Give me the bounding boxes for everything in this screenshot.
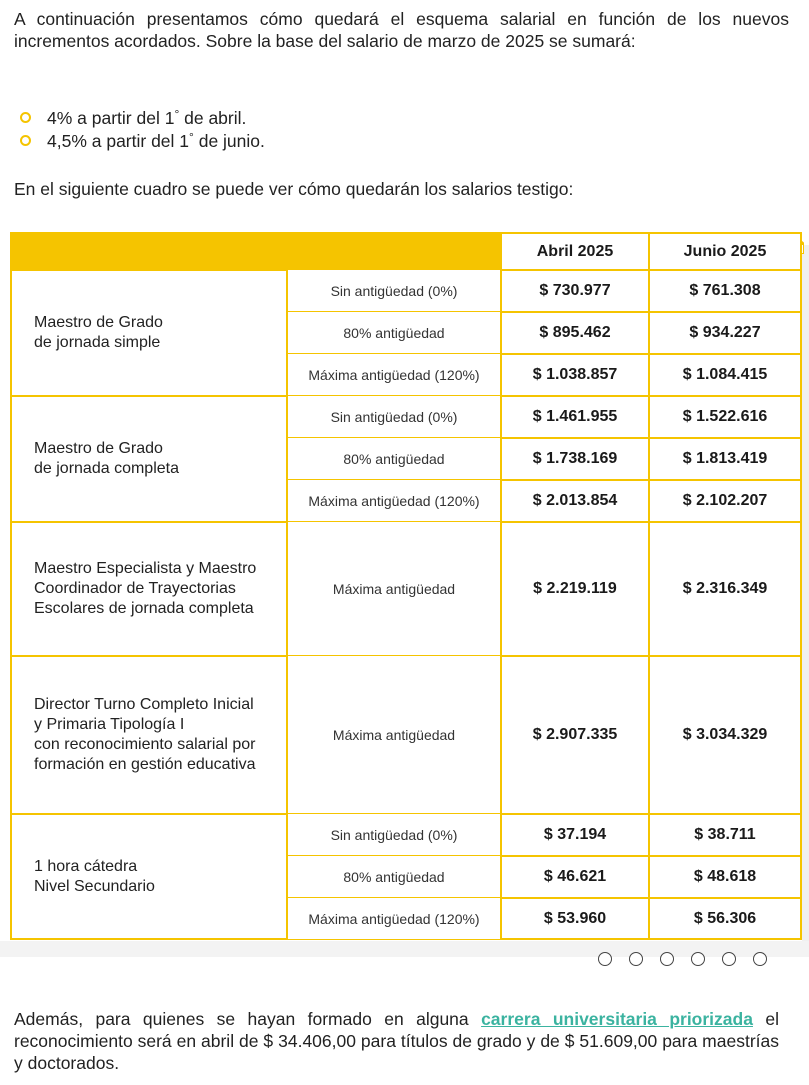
intro-paragraph: A continuación presentamos cómo quedará el esquema salarial en función de los nuevos incrementos acordados. Sobre la base del salario de marzo de 2025 se sumará: [14,9,789,51]
seniority-label: 80% antigüedad [286,855,502,899]
carousel-edge [802,245,809,955]
salary-abril: $ 1.738.169 [500,437,650,481]
salary-junio: $ 56.306 [648,897,802,940]
outro-paragraph: Además, para quienes se hayan formado en alguna carrera universitaria priorizada el reconocimiento será en abril de $ 34.406,00 para títulos de grado y de $ 51.609,00 para maestrías y doctorados. [14,1009,780,1073]
salary-abril: $ 2.013.854 [500,479,650,523]
salary-junio: $ 1.813.419 [648,437,802,481]
seniority-label: Sin antigüedad (0%) [286,395,502,439]
list-item [20,129,265,152]
seniority-label: Sin antigüedad (0%) [286,813,502,857]
salary-junio: $ 761.308 [648,269,802,313]
seniority-label: Máxima antigüedad (120%) [286,353,502,397]
salary-abril: $ 1.461.955 [500,395,650,439]
priority-careers-link[interactable]: carrera universitaria priorizada [481,1009,753,1029]
seniority-label: Máxima antigüedad [286,521,502,657]
category-cell: 1 hora cátedra Nivel Secundario [10,813,288,940]
table-lead-text: En el siguiente cuadro se puede ver cómo quedarán los salarios testigo: [14,179,574,199]
category-cell: Maestro de Grado de jornada completa [10,395,288,523]
salary-junio: $ 1.084.415 [648,353,802,397]
carousel-dot-3[interactable] [660,952,674,966]
seniority-label: 80% antigüedad [286,437,502,481]
salary-junio: $ 48.618 [648,855,802,899]
carousel-dot-2[interactable] [629,952,643,966]
column-header-junio: Junio 2025 [648,232,802,271]
seniority-label: Máxima antigüedad (120%) [286,479,502,523]
salary-abril: $ 2.219.119 [500,521,650,657]
bullet-circle-icon [20,112,31,123]
bullet-circle-icon [20,135,31,146]
category-cell: Maestro Especialista y Maestro Coordinador de Trayectorias Escolares de jornada completa [10,521,288,657]
carousel-dots [598,952,767,966]
seniority-label: 80% antigüedad [286,311,502,355]
salary-junio: $ 2.102.207 [648,479,802,523]
seniority-label: Sin antigüedad (0%) [286,269,502,313]
salary-junio: $ 2.316.349 [648,521,802,657]
header-band [10,232,510,269]
salary-junio: $ 38.711 [648,813,802,857]
salary-table [10,232,802,941]
carousel-dot-4[interactable] [691,952,705,966]
bullet-text: 4,5% a partir del 1° de junio. [47,129,265,151]
column-header-abril: Abril 2025 [500,232,650,271]
category-cell: Director Turno Completo Inicial y Primaria Tipología I con reconocimiento salarial por formación en gestión educativa [10,655,288,815]
salary-abril: $ 37.194 [500,813,650,857]
salary-abril: $ 895.462 [500,311,650,355]
salary-junio: $ 1.522.616 [648,395,802,439]
increment-list [20,106,265,152]
salary-abril: $ 730.977 [500,269,650,313]
category-cell: Maestro de Grado de jornada simple [10,269,288,397]
list-item [20,106,265,129]
salary-abril: $ 2.907.335 [500,655,650,815]
salary-junio: $ 3.034.329 [648,655,802,815]
salary-abril: $ 46.621 [500,855,650,899]
carousel-dot-6[interactable] [753,952,767,966]
salary-abril: $ 1.038.857 [500,353,650,397]
carousel-dot-1[interactable] [598,952,612,966]
seniority-label: Máxima antigüedad (120%) [286,897,502,940]
bullet-text: 4% a partir del 1° de abril. [47,106,247,128]
seniority-label: Máxima antigüedad [286,655,502,815]
salary-abril: $ 53.960 [500,897,650,940]
salary-junio: $ 934.227 [648,311,802,355]
carousel-dot-5[interactable] [722,952,736,966]
